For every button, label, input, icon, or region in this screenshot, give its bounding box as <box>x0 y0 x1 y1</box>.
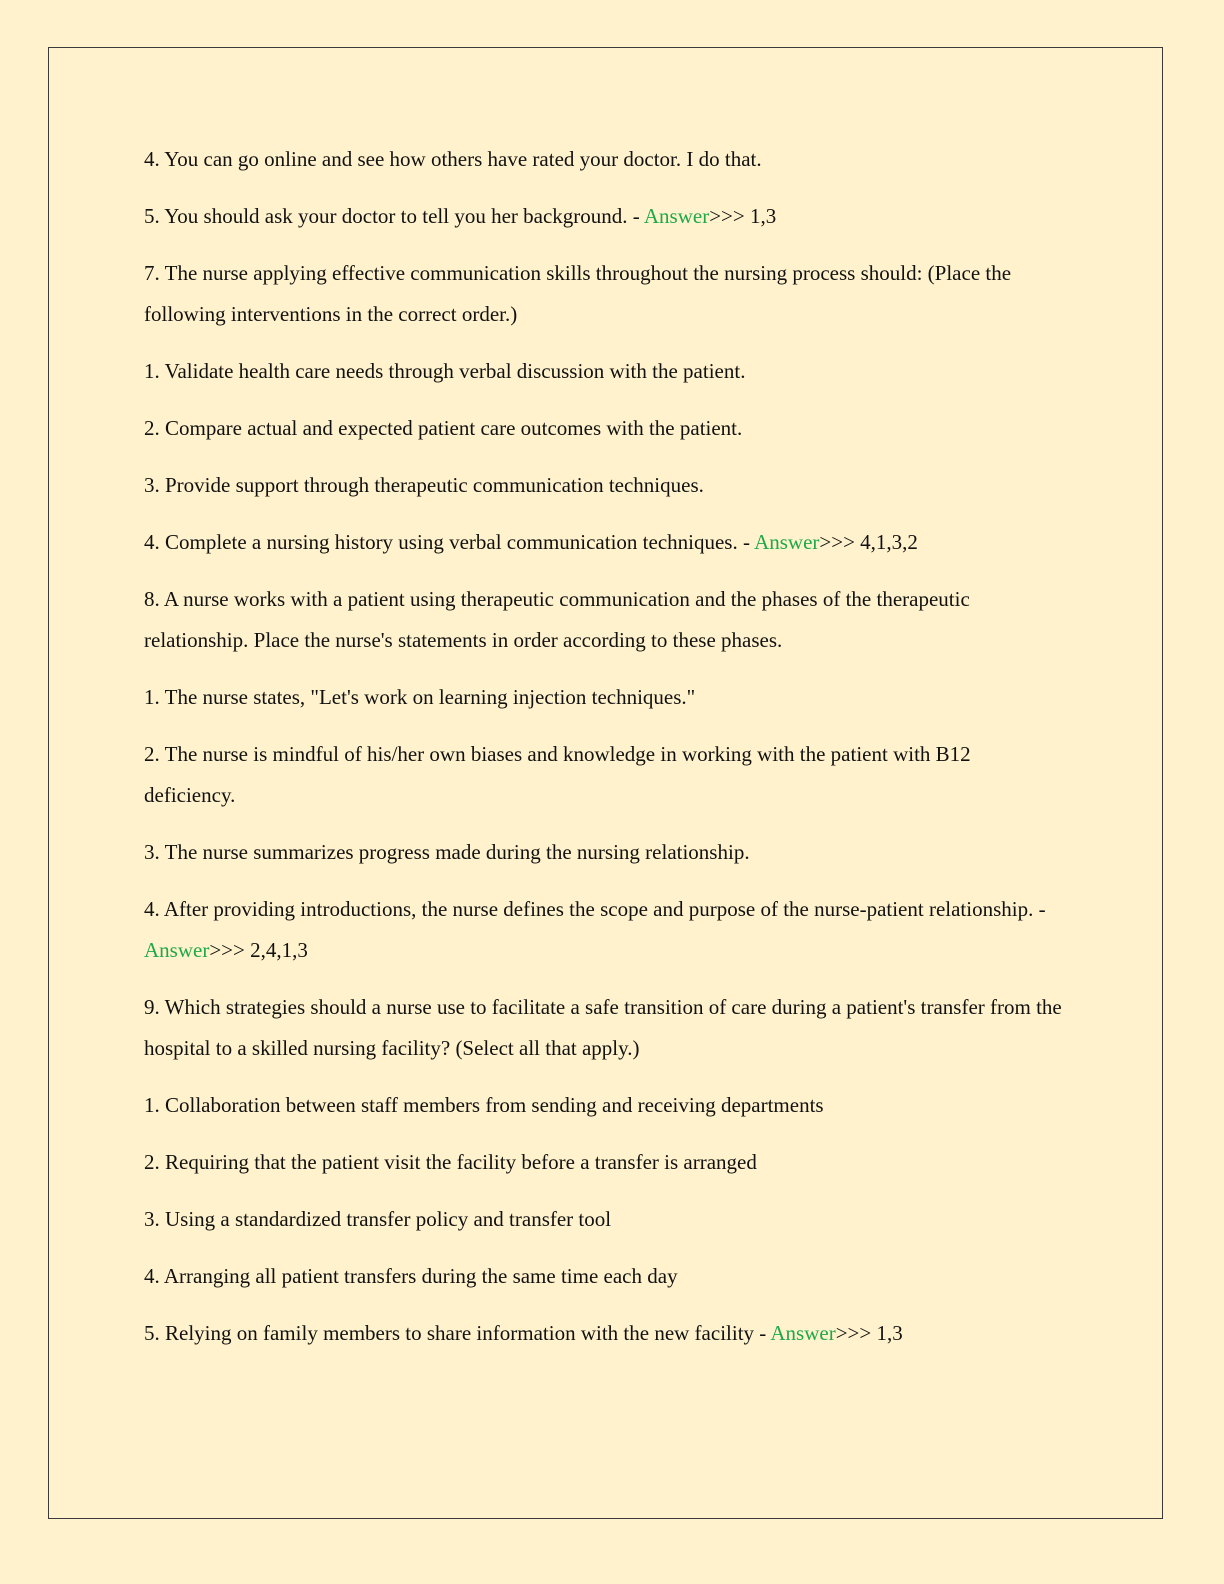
paragraph-text: 3. The nurse summarizes progress made during the nursing relationship. <box>144 840 750 864</box>
paragraph <box>144 408 1064 449</box>
paragraph-text: 9. Which strategies should a nurse use to facilitate a safe transition of care during a patient's transfer from the hospital to a skilled nursing facility? (Select all that apply.) <box>144 995 1062 1060</box>
paragraph-text: 2. Requiring that the patient visit the facility before a transfer is arranged <box>144 1150 757 1174</box>
paragraph <box>144 734 1064 816</box>
paragraph <box>144 139 1064 180</box>
paragraph-text: 2. The nurse is mindful of his/her own biases and knowledge in working with the patient with B12 deficiency. <box>144 742 971 807</box>
answer-label: Answer <box>770 1321 836 1345</box>
paragraph-text: 7. The nurse applying effective communication skills throughout the nursing process should: (Place the following interventions in the correct order.) <box>144 261 1012 326</box>
paragraph-text: 4. Arranging all patient transfers during the same time each day <box>144 1264 678 1288</box>
answer-value: >>> 4,1,3,2 <box>819 530 918 554</box>
paragraph-text: 3. Provide support through therapeutic communication techniques. <box>144 473 704 497</box>
paragraph-text: 1. Validate health care needs through verbal discussion with the patient. <box>144 359 746 383</box>
answer-value: >>> 1,3 <box>709 204 777 228</box>
document-body <box>144 139 1064 1370</box>
paragraph <box>144 677 1064 718</box>
paragraph <box>144 1199 1064 1240</box>
paragraph-text: 1. The nurse states, "Let's work on learning injection techniques." <box>144 685 696 709</box>
paragraph <box>144 522 1064 563</box>
paragraph <box>144 1085 1064 1126</box>
paragraph <box>144 253 1064 335</box>
paragraph-text: 3. Using a standardized transfer policy and transfer tool <box>144 1207 612 1231</box>
paragraph <box>144 1256 1064 1297</box>
paragraph-text: 5. Relying on family members to share information with the new facility - <box>144 1321 771 1345</box>
paragraph-text: 5. You should ask your doctor to tell you her background. - <box>144 204 644 228</box>
paragraph-text: 8. A nurse works with a patient using therapeutic communication and the phases of the therapeutic relationship. Place the nurse's statements in order according to these phases. <box>144 587 970 652</box>
paragraph <box>144 579 1064 661</box>
paragraph-text: 2. Compare actual and expected patient care outcomes with the patient. <box>144 416 743 440</box>
answer-value: >>> 2,4,1,3 <box>209 938 308 962</box>
paragraph-text: 4. You can go online and see how others have rated your doctor. I do that. <box>144 147 762 171</box>
paragraph <box>144 196 1064 237</box>
answer-label: Answer <box>754 530 820 554</box>
answer-label: Answer <box>144 938 210 962</box>
paragraph <box>144 889 1064 971</box>
paragraph <box>144 351 1064 392</box>
answer-label: Answer <box>643 204 710 228</box>
paragraph <box>144 1142 1064 1183</box>
paragraph-text: 4. Complete a nursing history using verbal communication techniques. - <box>144 530 755 554</box>
paragraph <box>144 832 1064 873</box>
paragraph-text: 4. After providing introductions, the nurse defines the scope and purpose of the nurse-patient relationship. - <box>144 897 1046 921</box>
paragraph-text: 1. Collaboration between staff members from sending and receiving departments <box>144 1093 824 1117</box>
paragraph <box>144 465 1064 506</box>
paragraph <box>144 987 1064 1069</box>
paragraph <box>144 1313 1064 1354</box>
answer-value: >>> 1,3 <box>835 1321 903 1345</box>
